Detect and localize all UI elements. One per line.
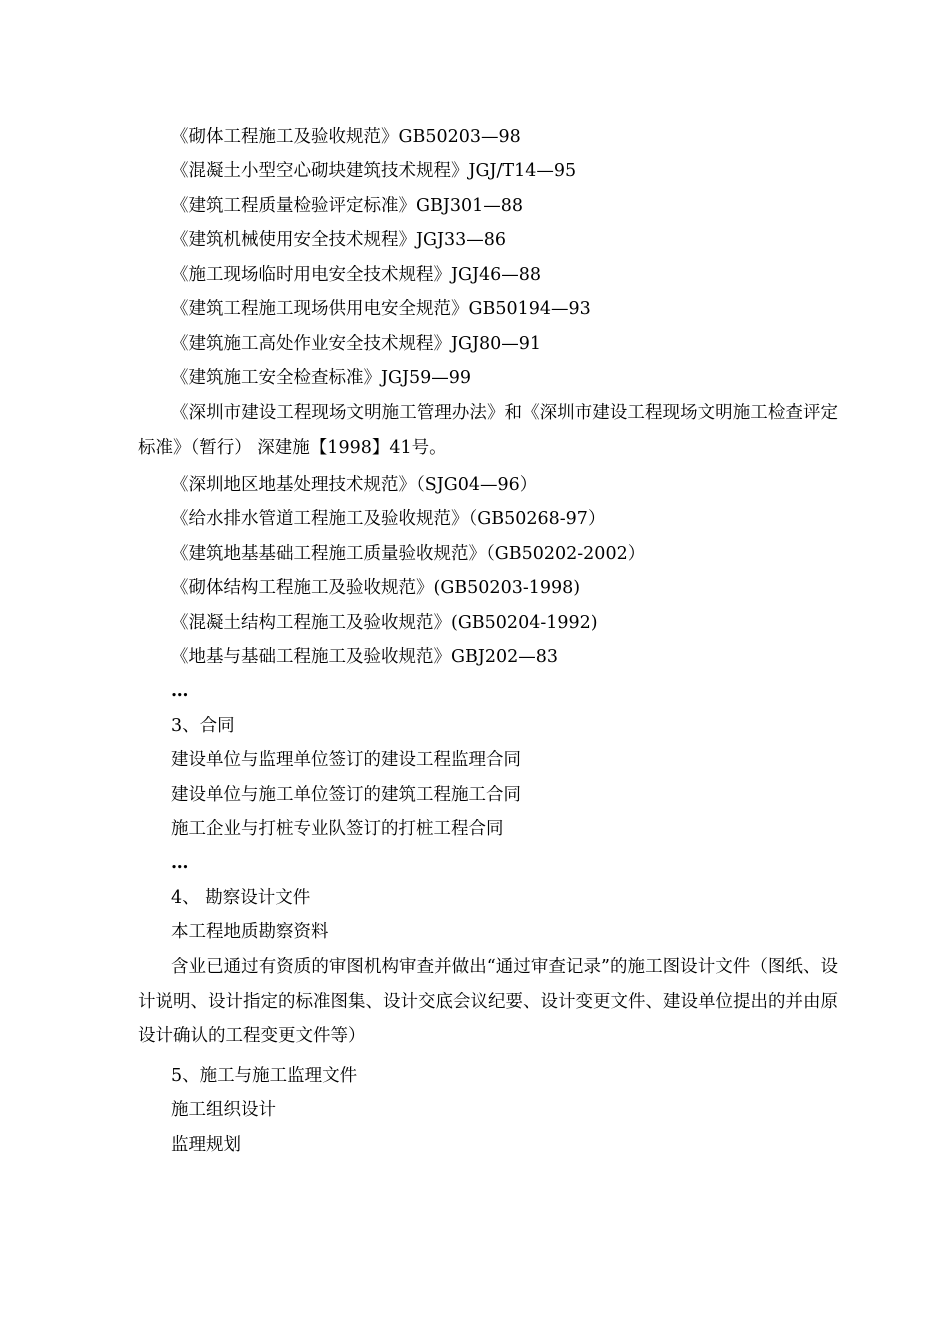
section-heading-contracts: 3、合同 — [171, 716, 235, 736]
standard-item: 《建筑地基基础工程施工质量验收规范》（GB50202-2002） — [171, 544, 646, 564]
standard-item: 《砌体工程施工及验收规范》GB50203—98 — [171, 127, 521, 147]
contract-item: 施工企业与打桩专业队签订的打桩工程合同 — [171, 819, 504, 839]
standard-item: 《建筑工程质量检验评定标准》GBJ301—88 — [171, 196, 524, 216]
standard-item: 《建筑施工高处作业安全技术规程》JGJ80—91 — [171, 334, 542, 354]
standard-item: 《深圳地区地基处理技术规范》（SJG04—96） — [171, 475, 538, 495]
contract-item: 建设单位与施工单位签订的建筑工程施工合同 — [171, 785, 521, 805]
design-documents-paragraph: 含业已通过有资质的审图机构审查并做出“通过审查记录”的施工图设计文件（图纸、设计说明、设计指定的标准图集、设计交底会议纪要、设计变更文件、建设单位提出的并由原设计确认的工程变更文件等） — [138, 957, 838, 1046]
construction-doc-item: 施工组织设计 — [171, 1100, 276, 1120]
standard-item: 《砌体结构工程施工及验收规范》(GB50203-1998) — [171, 578, 581, 598]
standard-item: 《给水排水管道工程施工及验收规范》（GB50268-97） — [171, 509, 606, 529]
section-heading-survey-design: 4、 勘察设计文件 — [171, 888, 311, 908]
section-heading-construction-docs: 5、施工与施工监理文件 — [171, 1066, 358, 1086]
contract-item: 建设单位与监理单位签订的建设工程监理合同 — [171, 750, 521, 770]
standard-item: 《施工现场临时用电安全技术规程》JGJ46—88 — [171, 265, 542, 285]
construction-doc-item: 监理规划 — [171, 1135, 241, 1155]
standard-item: 《建筑施工安全检查标准》JGJ59—99 — [171, 368, 472, 388]
survey-item: 本工程地质勘察资料 — [171, 922, 329, 942]
standard-item: 《混凝土结构工程施工及验收规范》(GB50204-1992) — [171, 613, 598, 633]
ellipsis: … — [171, 681, 190, 701]
ellipsis: … — [171, 853, 190, 873]
shenzhen-standards-paragraph: 《深圳市建设工程现场文明施工管理办法》和《深圳市建设工程现场文明施工检查评定标准》（暂行） 深建施【1998】41号。 — [138, 403, 838, 458]
standard-item: 《混凝土小型空心砌块建筑技术规程》JGJ/T14—95 — [171, 161, 577, 181]
standard-item: 《地基与基础工程施工及验收规范》GBJ202—83 — [171, 647, 559, 667]
standard-item: 《建筑工程施工现场供用电安全规范》GB50194—93 — [171, 299, 591, 319]
standard-item: 《建筑机械使用安全技术规程》JGJ33—86 — [171, 230, 507, 250]
